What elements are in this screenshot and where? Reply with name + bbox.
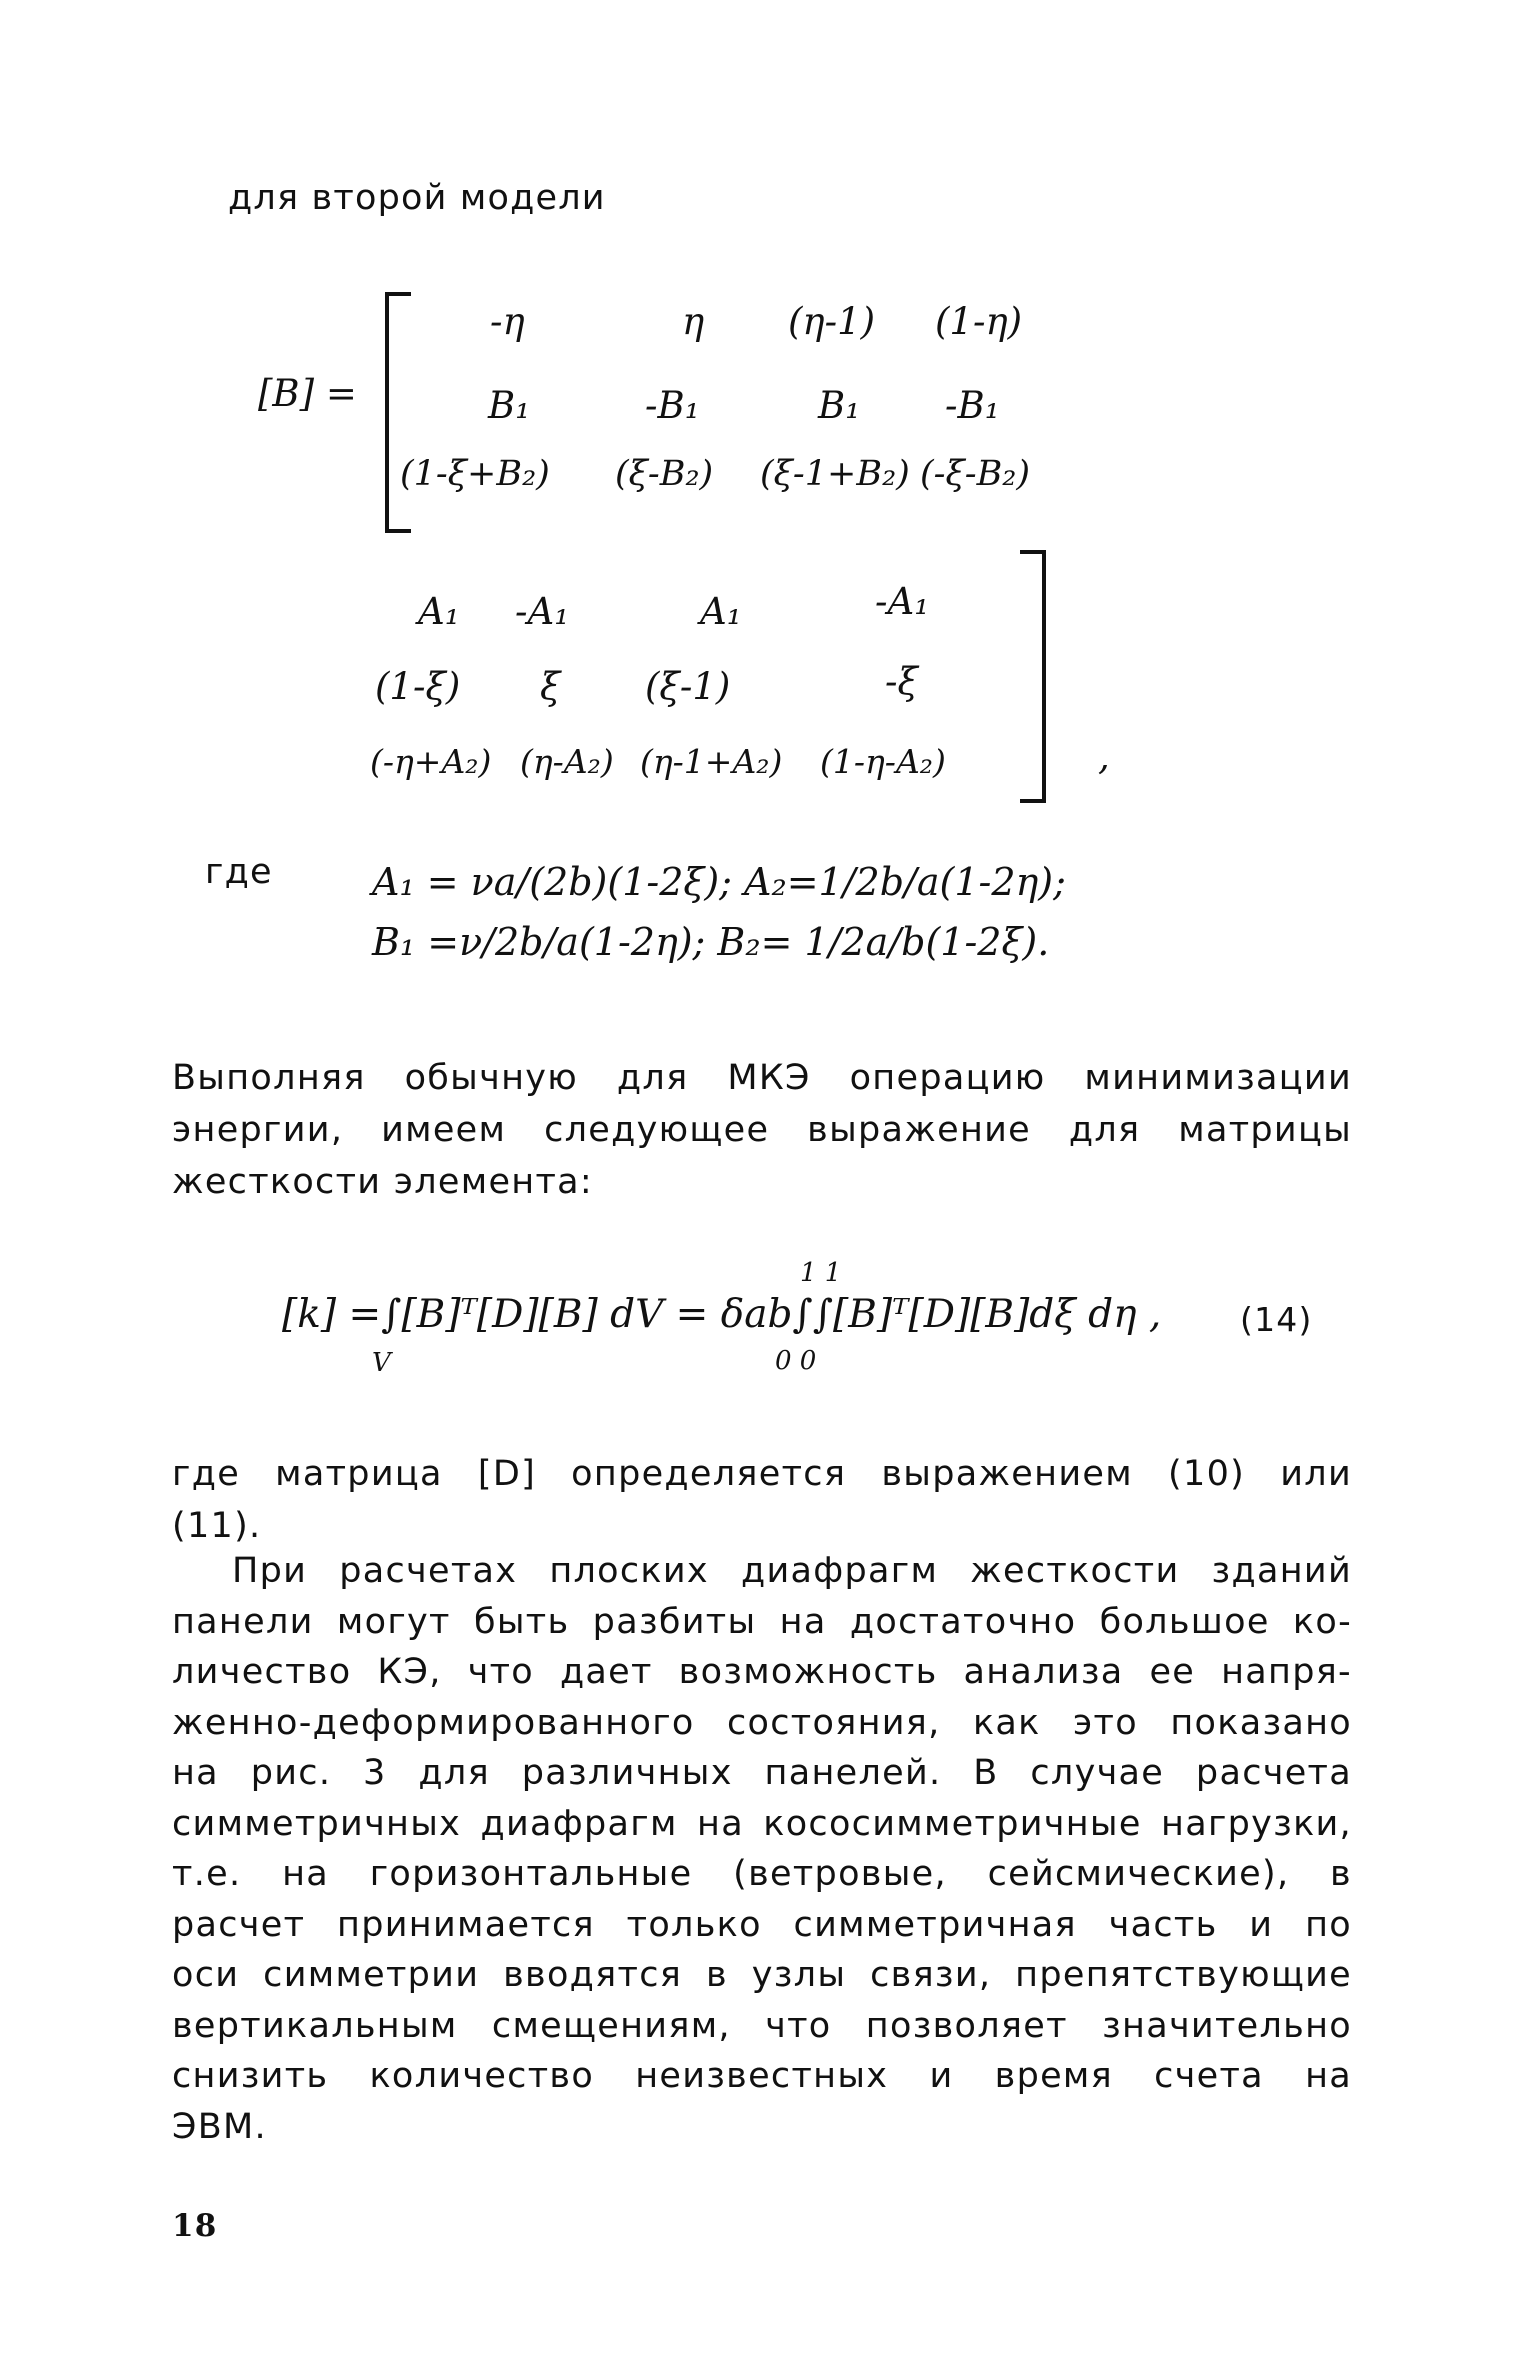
matrix-cell: (1-ξ+B₂) xyxy=(400,454,550,494)
text-line: оси симметрии вводятся в узлы связи, препятствующие xyxy=(172,1955,1352,1995)
matrix-cell: -B₁ xyxy=(945,384,1000,427)
matrix-cell: ξ xyxy=(540,665,561,708)
equation: [k] =∫[B]ᵀ[D][B] dV = δab∫∫[B]ᵀ[D][B]dξ dη , xyxy=(282,1292,1162,1337)
matrix-cell: (-η+A₂) xyxy=(370,742,492,781)
matrix-cell: (ξ-1) xyxy=(645,665,731,708)
text-line: расчет принимается только симметричная часть и по xyxy=(172,1904,1352,1945)
matrix-right-bracket xyxy=(1020,550,1046,803)
text-line: (11). xyxy=(172,1506,262,1546)
text-line: где матрица [D] определяется выражением (10) или xyxy=(172,1454,1352,1494)
matrix-cell: (ξ-1+B₂) xyxy=(760,454,910,494)
equation-lower-limits: 0 0 xyxy=(775,1346,817,1376)
equation-subscript-v: V xyxy=(372,1348,391,1378)
text-line: При расчетах плоских диафрагм жесткости зданий xyxy=(232,1551,1352,1591)
matrix-cell: η xyxy=(682,300,705,343)
matrix-cell: -A₁ xyxy=(515,590,570,633)
definition-line: A₁ = νa/(2b)(1-2ξ); A₂=1/2b/a(1-2η); xyxy=(372,860,1066,904)
text-line: женно-деформированного состояния, как это показано xyxy=(172,1702,1352,1743)
matrix-trailing-comma: , xyxy=(1098,735,1110,778)
equation-upper-limits: 1 1 xyxy=(800,1258,842,1288)
definition-line: B₁ =ν/2b/a(1-2η); B₂= 1/2a/b(1-2ξ). xyxy=(372,920,1050,964)
matrix-cell: -B₁ xyxy=(645,384,700,427)
text-line: симметричных диафрагм на кососимметричные нагрузки, xyxy=(172,1803,1352,1844)
matrix-cell: (η-1+A₂) xyxy=(640,742,783,781)
text-line: жесткости элемента: xyxy=(172,1162,594,1202)
text-line: личество КЭ, что дает возможность анализа ее напря- xyxy=(172,1652,1352,1692)
page-number: 18 xyxy=(172,2208,218,2244)
matrix-cell: (1-ξ) xyxy=(375,665,461,708)
matrix-cell: (1-η-A₂) xyxy=(820,742,946,781)
matrix-cell: (η-1) xyxy=(788,300,876,343)
paragraph xyxy=(172,1546,1352,2152)
text-line: на рис. 3 для различных панелей. В случае расчета xyxy=(172,1753,1352,1793)
matrix-lhs: [B] = xyxy=(258,372,357,415)
matrix-cell: (1-η) xyxy=(935,300,1023,343)
matrix-cell: B₁ xyxy=(488,384,531,427)
matrix-cell: A₁ xyxy=(700,590,742,633)
matrix-cell: (-ξ-B₂) xyxy=(920,454,1030,494)
section-heading: для второй модели xyxy=(228,178,606,218)
matrix-cell: -η xyxy=(490,300,525,343)
equation-number: (14) xyxy=(1240,1300,1313,1339)
text-line: Выполняя обычную для МКЭ операцию минимизации xyxy=(172,1058,1352,1098)
matrix-cell: -ξ xyxy=(885,660,918,703)
text-line: ЭВМ. xyxy=(172,2106,267,2147)
matrix-cell: (η-A₂) xyxy=(520,742,614,781)
text-line: т.е. на горизонтальные (ветровые, сейсмические), в xyxy=(172,1854,1352,1894)
paragraph xyxy=(172,1052,1352,1208)
matrix-cell: (ξ-B₂) xyxy=(615,454,714,494)
text-line: панели могут быть разбиты на достаточно большое ко- xyxy=(172,1601,1352,1642)
matrix-left-bracket xyxy=(385,292,411,533)
where-label: где xyxy=(205,852,273,892)
matrix-cell: -A₁ xyxy=(875,580,930,623)
text-line: снизить количество неизвестных и время счета на xyxy=(172,2056,1352,2096)
text-line: энергии, имеем следующее выражение для матрицы xyxy=(172,1110,1352,1150)
text-line: вертикальным смещениям, что позволяет значительно xyxy=(172,2005,1352,2046)
paragraph xyxy=(172,1448,1352,1552)
matrix-cell: A₁ xyxy=(418,590,460,633)
matrix-cell: B₁ xyxy=(818,384,861,427)
